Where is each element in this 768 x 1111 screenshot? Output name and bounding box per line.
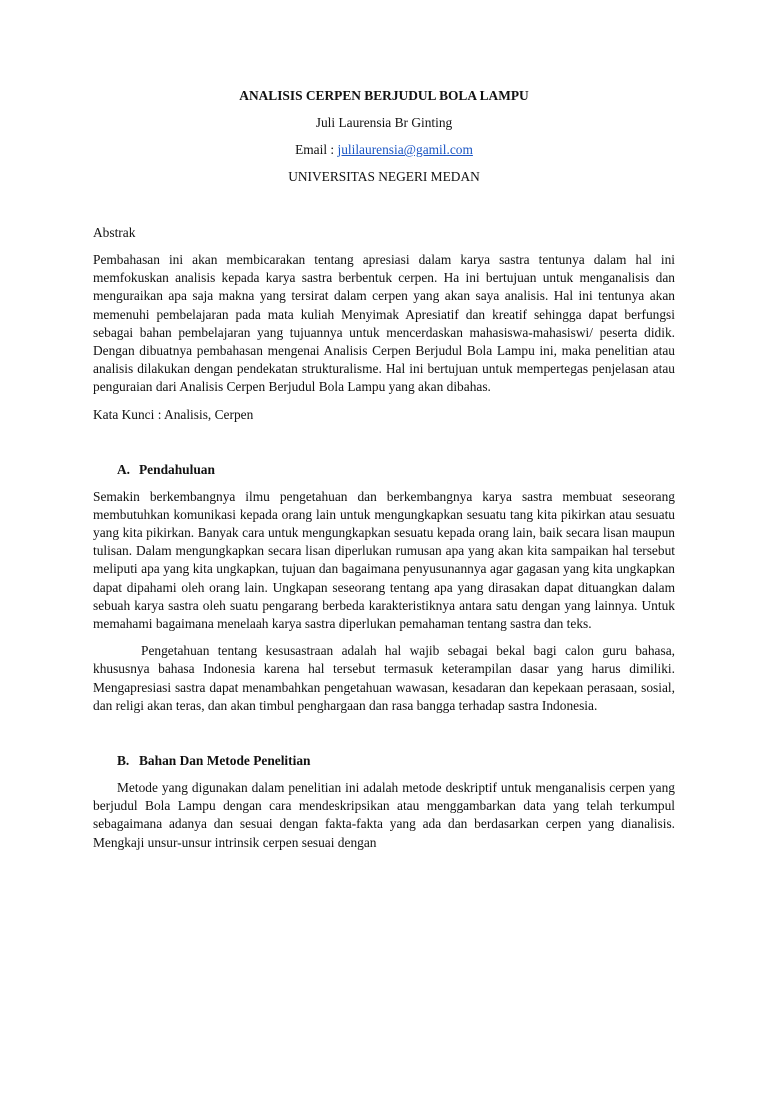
section-title: Pendahuluan — [139, 461, 215, 477]
author-email — [93, 141, 675, 159]
section-paragraph: Pengetahuan tentang kesusastraan adalah hal wajib sebagai bekal bagi calon guru bahasa, khususnya bahasa Indonesia karena hal tersebut termasuk keterampilan dasar yang harus dimiliki. Mengapresiasi sastra dapat menambahkan pengetahuan wawasan, kesadaran dan kepekaan perasaan, sosial, dan religi akan teras, dan akan timbul penghargaan dan rasa bangga terhadap sastra Indonesia. — [93, 643, 675, 713]
section-letter: B. — [117, 753, 130, 769]
abstract-heading: Abstrak — [93, 225, 136, 240]
abstract-body: Pembahasan ini akan membicarakan tentang apresiasi dalam karya sastra tentunya dalam hal ini memfokuskan analisis kepada karya sastra berbentuk cerpen. Ha ini bertujuan untuk menganalisis dan menguraikan apa saja makna yang tersirat dalam cerpen yang akan saya analisis. Hal ini tentunya akan memenuhi pembelajaran pada mata kuliah Menyimak Apresiatif dan kreatif sehingga dapat berfungsi sebagai bahan pembelajaran yang tujuannya untuk mencerdaskan mahasiswa-mahasiswi/ peserta didik. Dengan dibuatnya pembahasan mengenai Analisis Cerpen Berjudul Bola Lampu ini, maka penelitian atau analisis dilakukan dengan pendekatan strukturalisme. Hal ini bertujuan untuk mempertegas penjelasan atau penguraian dari Analisis Cerpen Berjudul Bola Lampu yang akan dibahas. — [93, 252, 675, 395]
document-title: ANALISIS CERPEN BERJUDUL BOLA LAMPU — [239, 88, 529, 103]
email-link[interactable]: julilaurensia@gamil.com — [337, 142, 473, 157]
section-paragraph: Semakin berkembangnya ilmu pengetahuan dan berkembangnya karya sastra membuat seseorang membutuhkan komunikasi kepada orang lain untuk mengungkapkan sesuatu tang kita pikirkan atau sesuatu yang kita pikirkan. Banyak cara untuk mengungkapkan sesuatu kepada orang lain, baik secara lisan maupun tulisan. Dalam mengungkapkan secara lisan diperlukan rumusan apa yang akan kita sampaikan hal tersebut meliputi apa yang kita ungkapkan, tujuan dan bagaimana penyusunannya agar gagasan yang kita ungkapkan dapat dipahami oleh orang lain. Ungkapan seseorang tentang apa yang dirasakan dapat dituangkan dalam sebuah karya sastra oleh suatu pengarang berbeda karakteristiknya antara satu dengan yang lainnya. Untuk memahami bagaimana menelaah karya sastra diperlukan pemahaman tentang sastra dan teks. — [93, 488, 675, 632]
email-label: Email : — [295, 142, 338, 157]
keywords: Kata Kunci : Analisis, Cerpen — [93, 406, 254, 422]
document-page — [0, 87, 768, 1111]
section-paragraph: Metode yang digunakan dalam penelitian ini adalah metode deskriptif untuk menganalisis cerpen yang berjudul Bola Lampu dengan cara mendeskripsikan atau menggambarkan data yang telah terkumpul sebagaimana adanya dan sesuai dengan fakta-fakta yang ada dan berdasarkan cerpen yang dianalisis. Mengkaji unsur-unsur intrinsik cerpen sesuai dengan — [93, 780, 675, 850]
section-title: Bahan Dan Metode Penelitian — [139, 753, 311, 769]
section-letter: A. — [117, 461, 131, 477]
section-heading-bahan-metode — [93, 752, 675, 770]
author-name: Juli Laurensia Br Ginting — [315, 115, 453, 130]
university-name: UNIVERSITAS NEGERI MEDAN — [288, 169, 480, 184]
section-heading-pendahuluan — [93, 461, 675, 479]
